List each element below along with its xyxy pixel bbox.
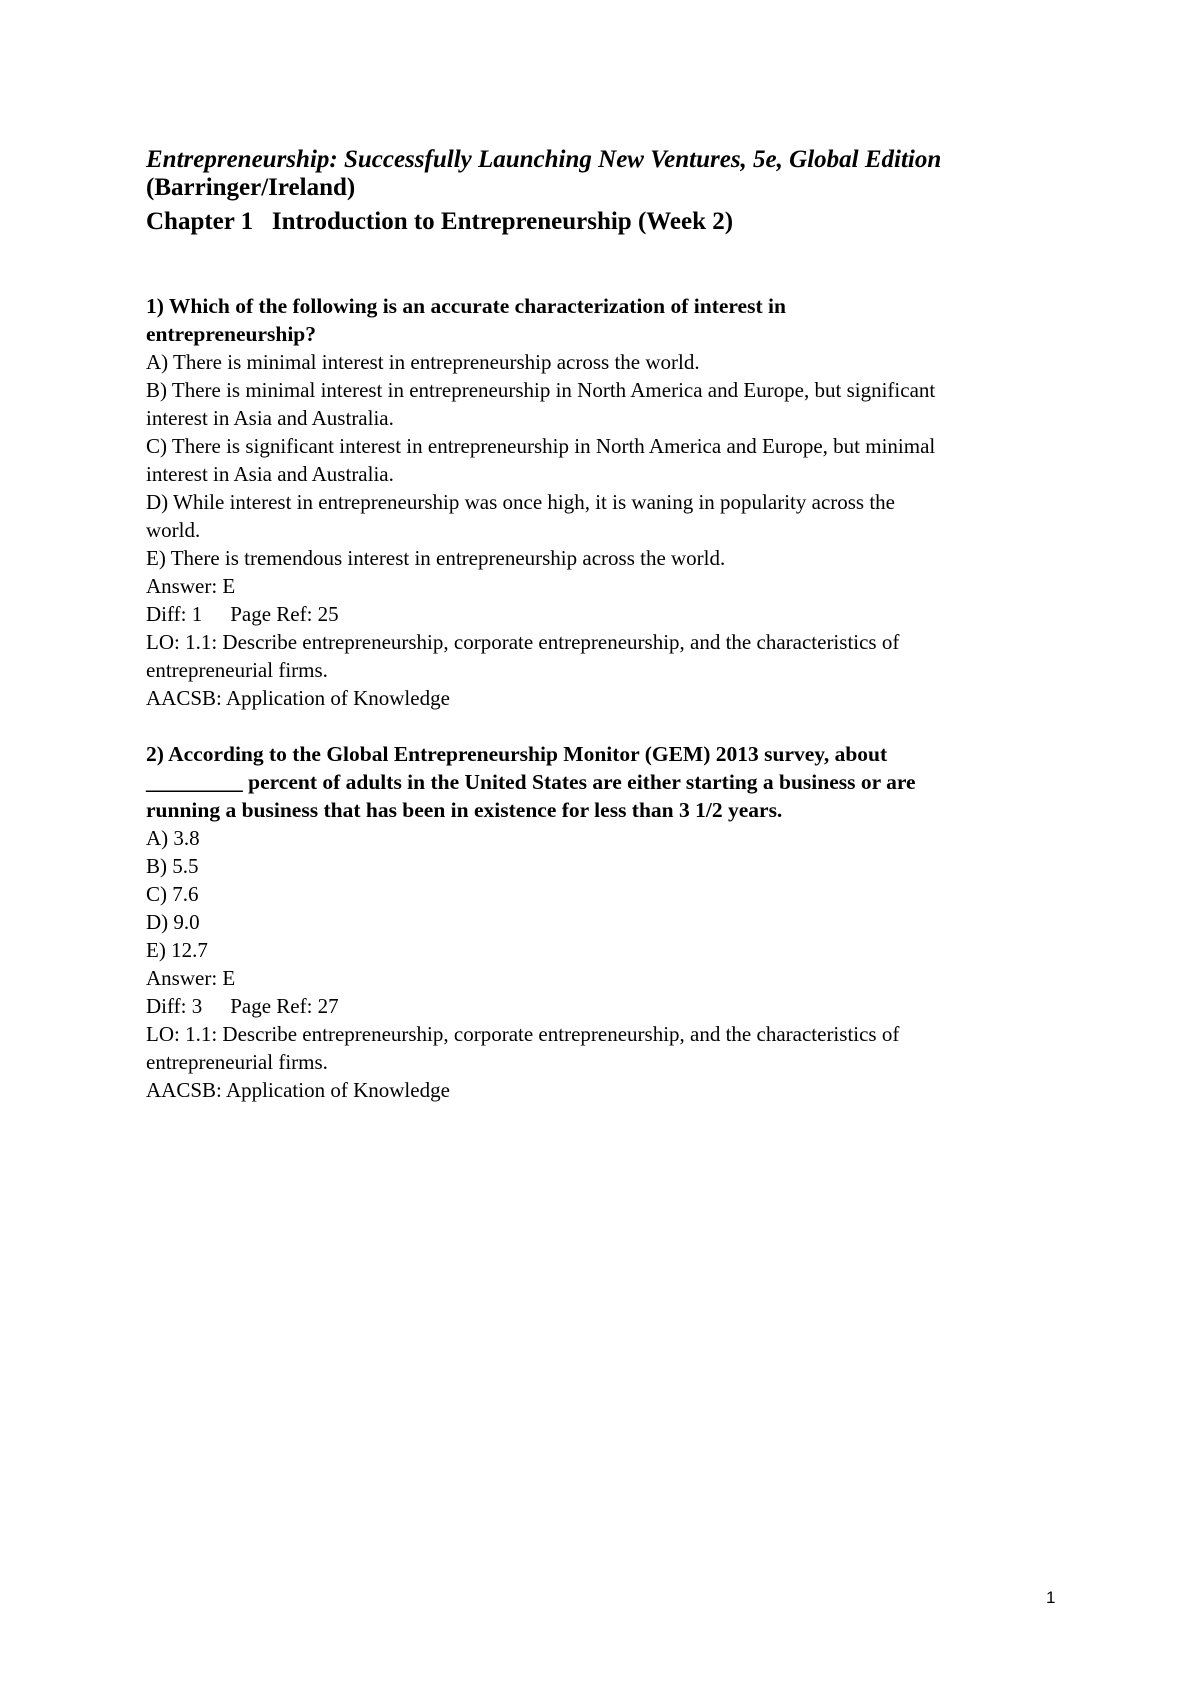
option-b: B) There is minimal interest in entrepreneurship in North America and Europe, but significant — [146, 378, 936, 402]
difficulty: Diff: 1 — [146, 602, 203, 626]
question-1-options — [146, 348, 1076, 572]
diff-row — [146, 992, 1076, 1020]
question-2-stem — [146, 740, 1076, 824]
chapter-heading: Chapter 1 Introduction to Entrepreneurship (Week 2) — [146, 208, 734, 235]
option-d: D) While interest in entrepreneurship was once high, it is waning in popularity across the — [146, 490, 896, 514]
question-1-stem — [146, 292, 1076, 348]
option-d-cont: world. — [146, 518, 201, 542]
diff-row — [146, 600, 1076, 628]
answer: Answer: E — [146, 574, 236, 598]
option-e: E) There is tremendous interest in entrepreneurship across the world. — [146, 546, 726, 570]
book-authors: (Barringer/Ireland) — [146, 174, 356, 201]
page-ref: Page Ref: 25 — [230, 602, 339, 626]
learning-objective: LO: 1.1: Describe entrepreneurship, corporate entrepreneurship, and the characteristics of — [146, 1022, 900, 1046]
option-c: C) There is significant interest in entrepreneurship in North America and Europe, but minimal — [146, 434, 936, 458]
stem-line: entrepreneurship? — [146, 322, 317, 346]
question-2-options — [146, 824, 1076, 964]
question-2 — [146, 740, 1076, 1104]
page-number: 1 — [1046, 1588, 1056, 1607]
stem-line: 1) Which of the following is an accurate characterization of interest in — [146, 294, 786, 318]
aacsb: AACSB: Application of Knowledge — [146, 1078, 450, 1102]
question-1 — [146, 292, 1076, 712]
book-title: Entrepreneurship: Successfully Launching New Ventures, 5e, Global Edition — [146, 146, 942, 173]
learning-objective: LO: 1.1: Describe entrepreneurship, corporate entrepreneurship, and the characteristics of — [146, 630, 900, 654]
stem-line: 2) According to the Global Entrepreneurship Monitor (GEM) 2013 survey, about — [146, 742, 888, 766]
aacsb: AACSB: Application of Knowledge — [146, 686, 450, 710]
difficulty: Diff: 3 — [146, 994, 203, 1018]
option-e: E) 12.7 — [146, 938, 208, 962]
document-page — [146, 146, 1076, 1132]
option-c-cont: interest in Asia and Australia. — [146, 462, 394, 486]
answer: Answer: E — [146, 966, 236, 990]
option-b: B) 5.5 — [146, 854, 199, 878]
option-d: D) 9.0 — [146, 910, 200, 934]
option-a: A) 3.8 — [146, 826, 200, 850]
document-header — [146, 146, 1076, 242]
stem-line: running a business that has been in existence for less than 3 1/2 years. — [146, 798, 783, 822]
learning-objective-cont: entrepreneurial firms. — [146, 658, 328, 682]
option-a: A) There is minimal interest in entrepreneurship across the world. — [146, 350, 700, 374]
option-c: C) 7.6 — [146, 882, 199, 906]
option-b-cont: interest in Asia and Australia. — [146, 406, 394, 430]
stem-line: _________ percent of adults in the United States are either starting a business or are — [146, 770, 916, 794]
page-ref: Page Ref: 27 — [230, 994, 339, 1018]
learning-objective-cont: entrepreneurial firms. — [146, 1050, 328, 1074]
